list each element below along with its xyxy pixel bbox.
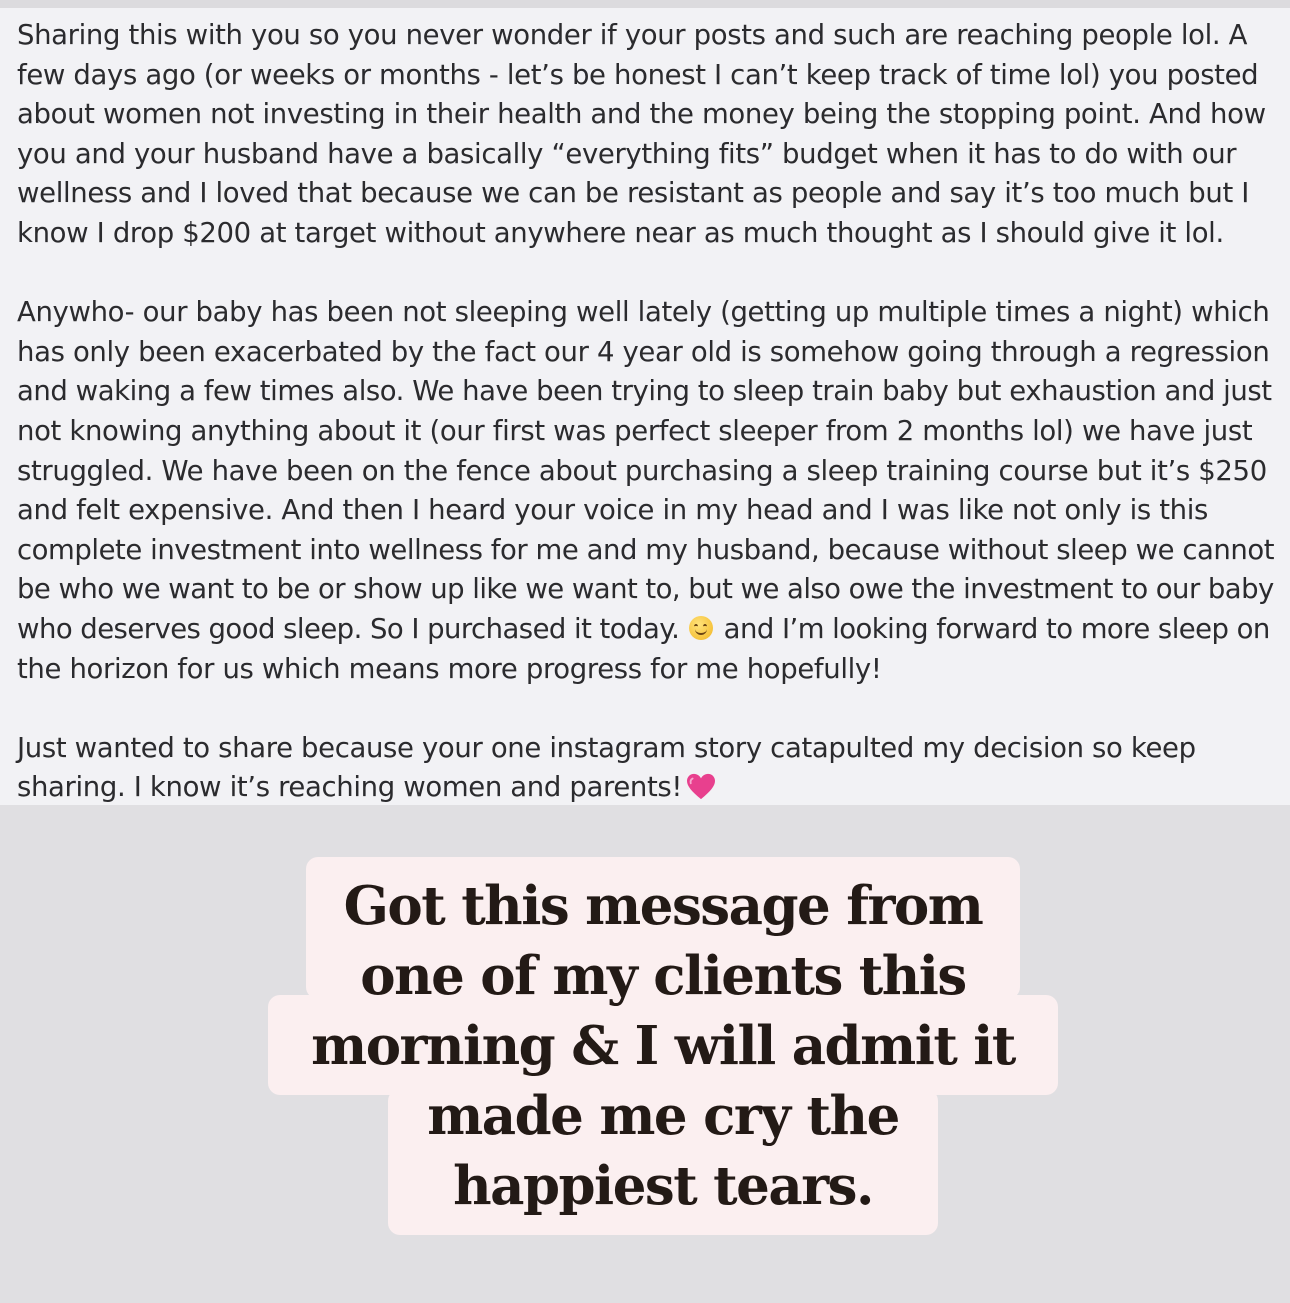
message-line: struggled. We have been on the fence about purchasing a sleep training course but it’s $250 xyxy=(17,454,1267,487)
message-text: and I’m looking forward to more sleep on xyxy=(723,612,1270,645)
smiling-face-icon xyxy=(689,616,713,640)
message-line: Anywho- our baby has been not sleeping well lately (getting up multiple times a night) which xyxy=(17,296,1270,329)
message-line: the horizon for us which means more progress for me hopefully! xyxy=(17,652,882,685)
caption-line: made me cry the xyxy=(427,1085,899,1147)
message-line: know I drop $200 at target without anywhere near as much thought as I should give it lol. xyxy=(17,216,1224,249)
top-strip xyxy=(0,0,1290,8)
caption-line: morning & I will admit it xyxy=(311,1015,1015,1077)
caption-line: one of my clients this xyxy=(360,945,966,1007)
message-line: has only been exacerbated by the fact our 4 year old is somehow going through a regression xyxy=(17,335,1270,368)
message-line: and waking a few times also. We have been trying to sleep train baby but exhaustion and just xyxy=(17,375,1272,408)
message-line-with-emoji xyxy=(17,610,1276,650)
caption-sticker xyxy=(268,857,1058,1237)
message-line: be who we want to be or show up like we want to, but we also owe the investment to our baby xyxy=(17,573,1274,606)
message-text: sharing. I know it’s reaching women and parents! xyxy=(17,771,683,804)
message-line: and felt expensive. And then I heard your voice in my head and I was like not only is this xyxy=(17,494,1209,527)
caption-line: happiest tears. xyxy=(453,1155,873,1217)
pink-heart-icon xyxy=(686,773,716,801)
message-line: Sharing this with you so you never wonder if your posts and such are reaching people lol. A xyxy=(17,19,1248,51)
message-line: Just wanted to share because your one instagram story catapulted my decision so keep xyxy=(17,731,1196,764)
message-line: about women not investing in their health and the money being the stopping point. And how xyxy=(17,98,1266,131)
message-line: not knowing anything about it (our first was perfect sleeper from 2 months lol) we have just xyxy=(17,414,1253,447)
message-line: wellness and I loved that because we can be resistant as people and say it’s too much but I xyxy=(17,177,1250,210)
message-line: complete investment into wellness for me and my husband, because without sleep we cannot xyxy=(17,533,1275,566)
message-line: few days ago (or weeks or months - let’s be honest I can’t keep track of time lol) you posted xyxy=(17,58,1259,91)
message-line: you and your husband have a basically “everything fits” budget when it has to do with our xyxy=(17,137,1237,170)
message-line-with-emoji xyxy=(17,768,1276,808)
message-text: who deserves good sleep. So I purchased it today. xyxy=(17,612,680,645)
message-card xyxy=(0,8,1290,805)
caption-line: Got this message from xyxy=(343,875,983,937)
